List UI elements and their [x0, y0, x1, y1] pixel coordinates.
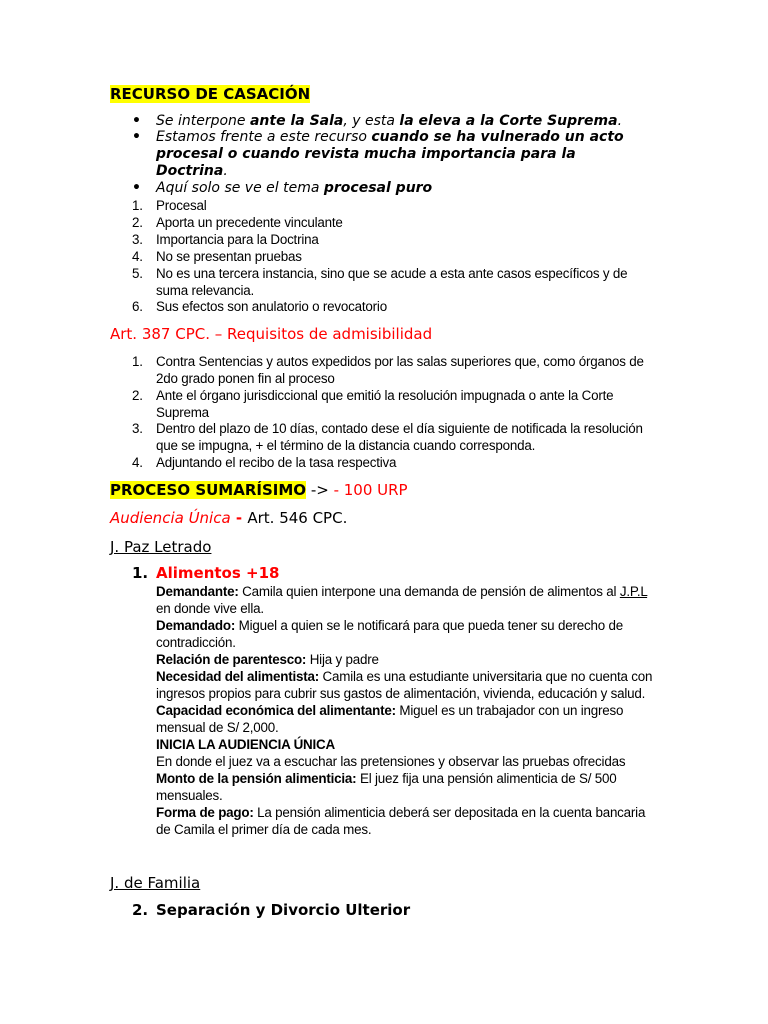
detail-inicia: INICIA LA AUDIENCIA ÚNICA	[156, 737, 335, 752]
detail-juez: En donde el juez va a escuchar las pretensiones y observar las pruebas ofrecidas	[156, 754, 626, 769]
detail-paragraph	[156, 583, 661, 838]
detail-forma-pago: Forma de pago: La pensión alimenticia deberá ser depositada en la cuenta bancaria de Camila el primer día de cada mes.	[156, 805, 646, 837]
detail-demandado: Demandado: Miguel a quien se le notificará para que pueda tener su derecho de contradicción.	[156, 618, 623, 650]
bullet-icon: •	[132, 129, 141, 145]
detail-parentesco: Relación de parentesco: Hija y padre	[156, 652, 379, 667]
document-page: RECURSO DE CASACIÓN • Se interpone ante la Sala, y esta la eleva a la Corte Suprema. • Estamos frente a este recurso cuando se ha vulnerado un acto procesal o cuando revista mucha importancia para la Doctrina. • Aquí solo se ve el tema procesal puro 1. Procesal 2. Aporta un precedente vinculante 3. Importancia para la Doctrina 4. No se presentan pruebas 5. No es una tercera instancia, sino que se acude a esta ante casos específicos y de suma relevancia. 6. Sus efectos son anulatorio o revocatorio Art. 387 CPC. – Requisitos de admisibilidad 1. Contra Sentencias y autos expedidos por las salas superiores que, como órganos de 2do grado ponen fin al proceso 2. Ante el órgano jurisdiccional que emitió la resolución impugnada o ante la Corte Suprema 3. Dentro del plazo de 10 días, contado dese el día siguiente de notificada la resolución que se impugna, + el término de la distancia cuando corresponda. 4. Adjuntando el recibo de la tasa respectiva PROCESO SUMARÍSIMO -> - 100 URP Audiencia Única - Art. 546 CPC. J. Paz Letrado 1. Alimentos +18 Demandante: Camila quien interpone una demanda de pensión de alimentos al J.P.L en donde vive ella. Demandado: Miguel a quien se le notificará para que pueda tener su derecho de contradicción. Relación de parentesco: Hija y padre Necesidad del alimentista: Camila es una estudiante universitaria que no cuenta con ingresos propios para cubrir sus gastos de alimentación, vivienda, educación y salud. Capacidad económica del alimentante: Miguel es un trabajador con un ingreso mensual de S/ 2,000. INICIA LA AUDIENCIA ÚNICA En donde el juez va a escuchar las pretensiones y observar las pruebas ofrecidas Monto de la pensión alimenticia: El juez fija una pensión alimenticia de S/ 500 mensuales. Forma de pago: La pensión alimenticia deberá ser depositada en la cuenta bancaria de Camila el primer día de cada mes. J. de Familia 2. Separación y Divorcio Ulterior	[0, 0, 768, 1024]
detail-necesidad: Necesidad del alimentista: Camila es una estudiante universitaria que no cuenta con ingresos propios para cubrir sus gastos de alimentación, vivienda, educación y salud.	[156, 669, 653, 701]
audiencia-line: Audiencia Única - Art. 546 CPC.	[110, 509, 348, 527]
section-title-casacion: RECURSO DE CASACIÓN	[110, 85, 311, 103]
court-heading-paz: J. Paz Letrado	[110, 538, 212, 556]
bullet-icon: •	[132, 180, 141, 196]
section-title-admisibilidad: Art. 387 CPC. – Requisitos de admisibilidad	[110, 325, 433, 343]
bullet-icon: •	[132, 113, 141, 129]
item-heading-alimentos: 1. Alimentos +18	[132, 564, 280, 582]
detail-monto: Monto de la pensión alimenticia: El juez fija una pensión alimenticia de S/ 500 mensuales.	[156, 771, 617, 803]
detail-capacidad: Capacidad económica del alimentante: Miguel es un trabajador con un ingreso mensual de S/ 2,000.	[156, 703, 624, 735]
section-title-sumarisimo: PROCESO SUMARÍSIMO -> - 100 URP	[110, 481, 408, 499]
item-heading-divorcio: 2. Separación y Divorcio Ulterior	[132, 901, 411, 919]
court-heading-familia: J. de Familia	[110, 874, 201, 892]
detail-demandante: Demandante: Camila quien interpone una demanda de pensión de alimentos al J.P.L en donde vive ella.	[156, 584, 648, 616]
